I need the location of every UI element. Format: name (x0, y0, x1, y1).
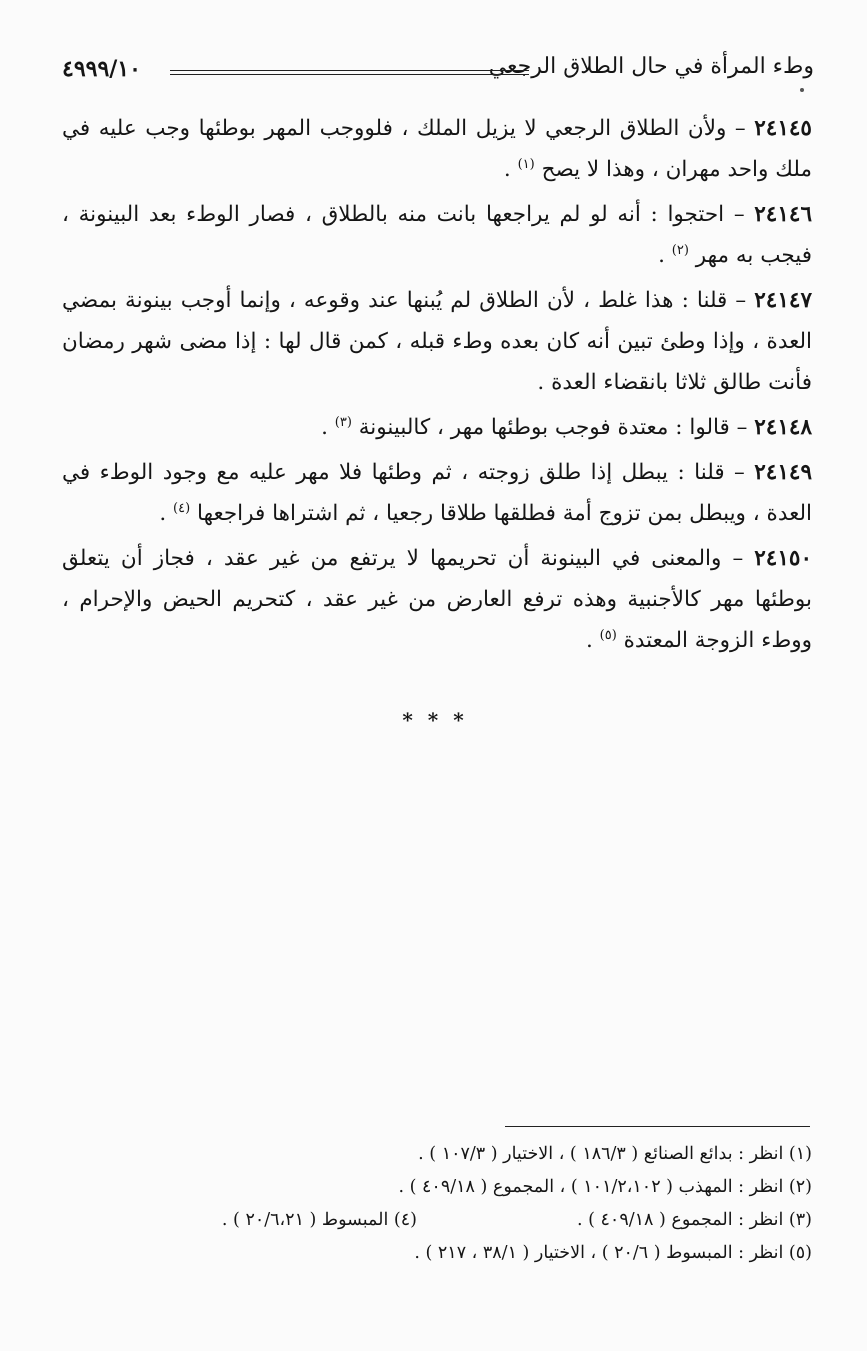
paragraph-number: ٢٤١٥٠ (754, 546, 812, 571)
paragraph-24146 (62, 194, 812, 276)
footnote-5: (٥) انظر : المبسوط ( ٢٠/٦ ) ، الاختيار ( ٣٨/١ ، ٢١٧ ) . (414, 1243, 812, 1263)
paragraph-number: ٢٤١٤٥ (754, 116, 812, 141)
paragraph-number: ٢٤١٤٧ (754, 288, 812, 313)
paragraph-24149 (62, 452, 812, 534)
page-number: ٤٩٩٩/١٠ (62, 56, 141, 82)
paragraph-text: – قالوا : معتدة فوجب بوطئها مهر ، كالبينونة (358, 415, 748, 440)
paragraph-number: ٢٤١٤٨ (754, 415, 812, 440)
paragraph-24148 (62, 407, 812, 448)
paragraph-end: . (321, 415, 335, 440)
footnote-1: (١) انظر : بدائع الصنائع ( ١٨٦/٣ ) ، الاختيار ( ١٠٧/٣ ) . (418, 1144, 812, 1164)
paragraph-number: ٢٤١٤٦ (754, 202, 812, 227)
paragraph-text: – والمعنى في البينونة أن تحريمها لا يرتفع من غير عقد ، فجاز أن يتعلق بوطئها مهر كالأجنبية وهذه ترفع العارض من غير عقد ، كتحريم الحيض والإحرام ، ووطء الزوجة المعتدة (62, 546, 812, 653)
footnote-marker: (٣) (334, 414, 352, 430)
paragraph-end: . (159, 501, 174, 526)
paragraph-24147 (62, 280, 812, 403)
footnote-rule (505, 1126, 810, 1127)
section-separator: * * * (402, 708, 468, 732)
main-text (62, 108, 812, 665)
footnote-marker: (٥) (599, 627, 617, 643)
paragraph-end: . (658, 243, 672, 268)
paragraph-text: – قلنا : يبطل إذا طلق زوجته ، ثم وطئها فلا مهر عليه مع وجود الوطء في العدة ، ويبطل بمن تزوج أمة فطلقها طلاقا رجعيا ، ثم اشتراها فراجعها (62, 460, 812, 526)
paragraph-text: – قلنا : هذا غلط ، لأن الطلاق لم يُبنها عند وقوعه ، وإنما أوجب بينونة بمضي العدة ، وإذا وطئ تبين أنه كان بعده وطء قبله ، كمن قال لها : إذا مضى شهر رمضان فأنت طالق ثلاثا بانقضاء العدة . (62, 288, 812, 395)
print-speck (800, 88, 804, 92)
footnote-marker: (٢) (671, 242, 689, 258)
header-title: وطء المرأة في حال الطلاق الرجعي (488, 54, 814, 79)
paragraph-number: ٢٤١٤٩ (754, 460, 812, 485)
footnotes (160, 1138, 812, 1270)
paragraph-text: – ولأن الطلاق الرجعي لا يزيل الملك ، فلووجب المهر بوطئها وجب عليه في ملك واحد مهران ، وهذا لا يصح (62, 116, 812, 182)
footnote-row-3-4 (160, 1204, 812, 1237)
paragraph-24150 (62, 538, 812, 661)
paragraph-24145 (62, 108, 812, 190)
footnote-marker: (٤) (173, 500, 191, 516)
footnote-marker: (١) (517, 156, 535, 172)
header-rule (170, 70, 529, 75)
running-header (62, 46, 814, 86)
footnote-2: (٢) انظر : المهذب ( ١٠١/٢،١٠٢ ) ، المجموع ( ٤٠٩/١٨ ) . (398, 1177, 812, 1197)
footnote-4: (٤) المبسوط ( ٢٠/٦،٢١ ) . (221, 1210, 417, 1230)
paragraph-text: – احتجوا : أنه لو لم يراجعها بانت منه بالطلاق ، فصار الوطء بعد البينونة ، فيجب به مهر (62, 202, 812, 268)
paragraph-end: . (503, 157, 518, 182)
footnote-3: (٣) انظر : المجموع ( ٤٠٩/١٨ ) . (577, 1210, 812, 1230)
paragraph-end: . (585, 628, 600, 653)
